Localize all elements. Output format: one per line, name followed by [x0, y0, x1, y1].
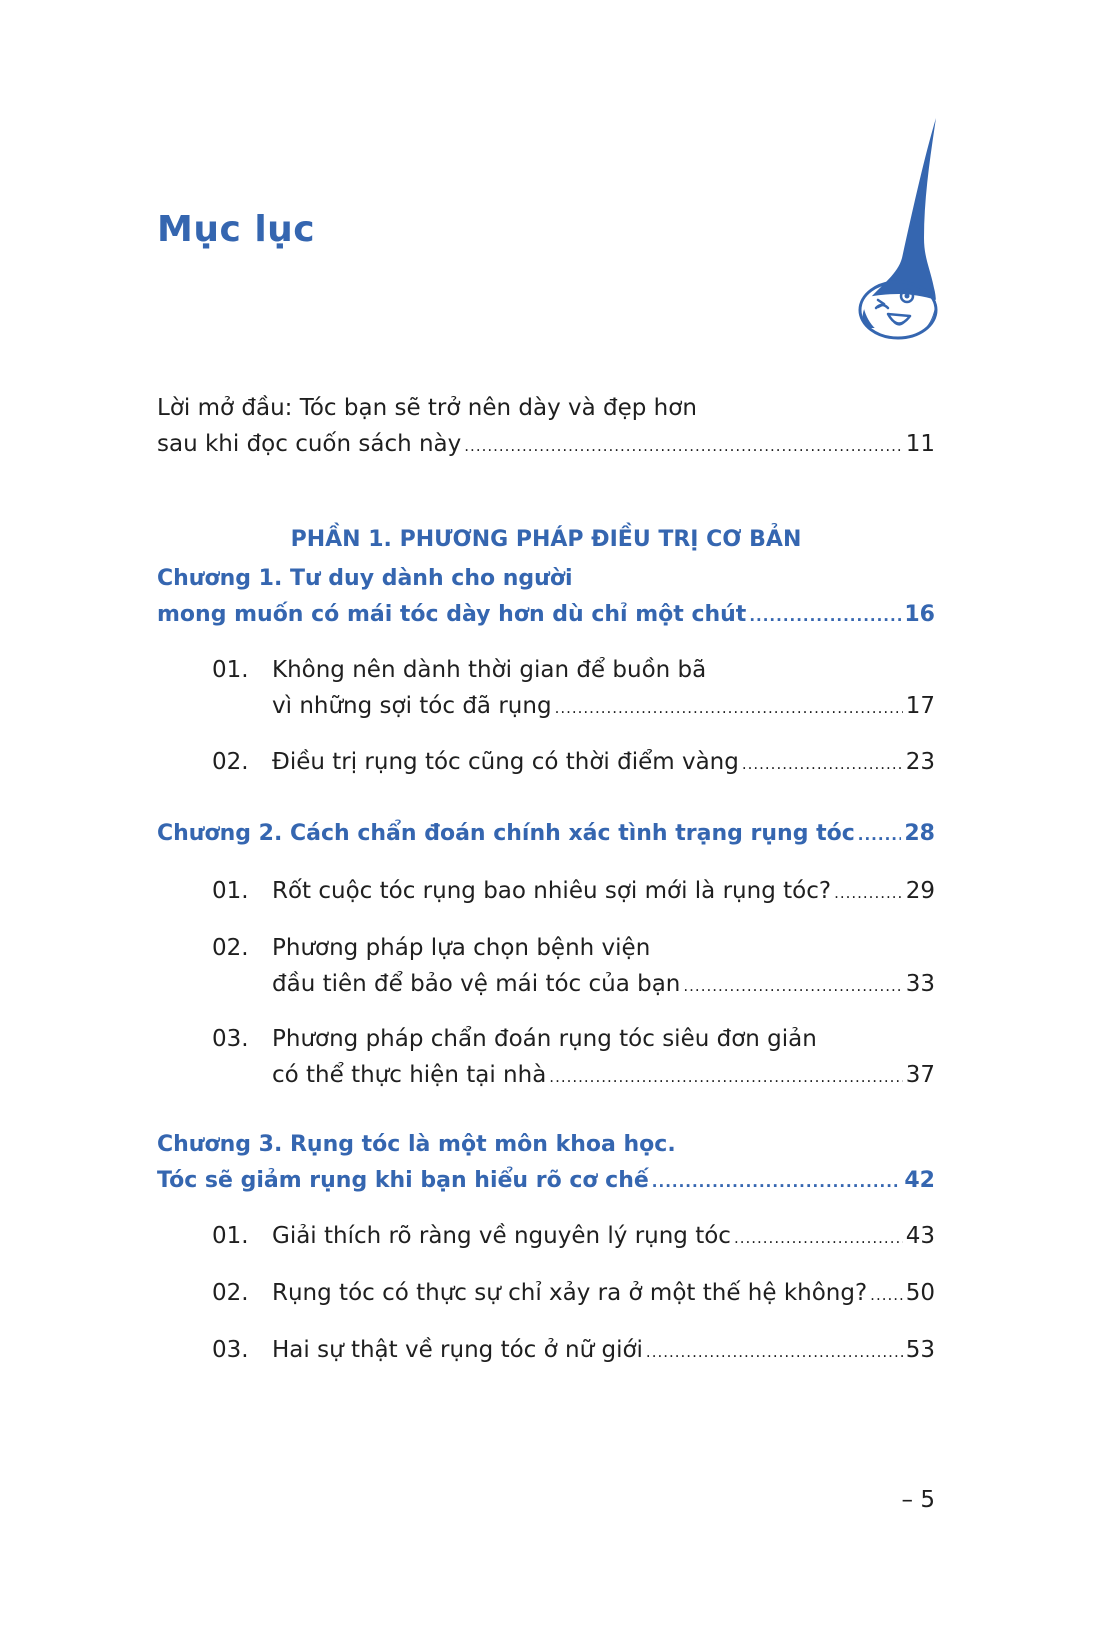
item-line1: Giải thích rõ ràng về nguyên lý rụng tóc [272, 1223, 731, 1249]
chapter-1-page: 16 [904, 602, 935, 627]
hair-strand-mascot-icon [854, 118, 944, 358]
toc-item-1-02[interactable] [212, 744, 935, 782]
item-page: 29 [905, 878, 935, 904]
item-line1: Không nên dành thời gian để buồn bã [272, 657, 707, 683]
dot-leader [652, 1164, 902, 1200]
item-page: 43 [905, 1223, 935, 1249]
dot-leader [464, 428, 902, 464]
dot-leader [683, 968, 902, 1004]
dot-leader [646, 1334, 903, 1370]
item-page: 53 [905, 1337, 935, 1363]
toc-item-2-02[interactable] [212, 930, 935, 1004]
item-line1: Rụng tóc có thực sự chỉ xảy ra ở một thế hệ không? [272, 1280, 868, 1306]
chapter-3-page: 42 [904, 1168, 935, 1193]
chapter-1-line1: Chương 1. Tư duy dành cho người [157, 566, 573, 591]
item-page: 33 [905, 971, 935, 997]
dot-leader [734, 1220, 903, 1256]
item-line1: Điều trị rụng tóc cũng có thời điểm vàng [272, 749, 739, 775]
toc-intro-entry[interactable] [157, 390, 935, 464]
toc-item-2-01[interactable] [212, 873, 935, 911]
dot-leader [742, 746, 903, 782]
item-number: 02. [212, 749, 249, 775]
item-line2: đầu tiên để bảo vệ mái tóc của bạn [272, 971, 681, 997]
toc-chapter-1[interactable] [157, 561, 935, 634]
item-number: 01. [212, 1223, 249, 1249]
item-number: 03. [212, 1026, 249, 1052]
chapter-2-page: 28 [904, 821, 935, 846]
toc-item-1-01[interactable] [212, 652, 935, 726]
item-line1: Phương pháp chẩn đoán rụng tóc siêu đơn giản [272, 1026, 817, 1052]
dot-leader [555, 690, 903, 726]
dot-leader [870, 1277, 903, 1313]
item-line2: có thể thực hiện tại nhà [272, 1062, 547, 1088]
toc-intro-line2: sau khi đọc cuốn sách này [157, 431, 462, 457]
part-heading: PHẦN 1. PHƯƠNG PHÁP ĐIỀU TRỊ CƠ BẢN [290, 527, 802, 552]
toc-intro-page: 11 [905, 431, 935, 457]
dot-leader [858, 817, 902, 853]
item-page: 23 [905, 749, 935, 775]
item-number: 03. [212, 1337, 249, 1363]
chapter-3-line1: Chương 3. Rụng tóc là một môn khoa học. [157, 1132, 676, 1157]
item-page: 37 [905, 1062, 935, 1088]
page-title: Mục lục [157, 209, 316, 250]
item-page: 17 [905, 693, 935, 719]
item-number: 02. [212, 1280, 249, 1306]
item-line2: vì những sợi tóc đã rụng [272, 693, 552, 719]
item-number: 02. [212, 935, 249, 961]
item-line1: Rốt cuộc tóc rụng bao nhiêu sợi mới là rụng tóc? [272, 878, 832, 904]
item-page: 50 [905, 1280, 935, 1306]
item-number: 01. [212, 878, 249, 904]
toc-item-3-03[interactable] [212, 1332, 935, 1370]
toc-chapter-2[interactable] [157, 816, 935, 853]
toc-item-3-02[interactable] [212, 1275, 935, 1313]
dot-leader [834, 875, 903, 911]
chapter-1-line2: mong muốn có mái tóc dày hơn dù chỉ một chút [157, 602, 747, 627]
page-number: – 5 [901, 1487, 935, 1513]
item-number: 01. [212, 657, 249, 683]
item-line1: Phương pháp lựa chọn bệnh viện [272, 935, 651, 961]
item-line1: Hai sự thật về rụng tóc ở nữ giới [272, 1337, 643, 1363]
toc-item-3-01[interactable] [212, 1218, 935, 1256]
toc-item-2-03[interactable] [212, 1021, 935, 1095]
toc-intro-line1: Lời mở đầu: Tóc bạn sẽ trở nên dày và đẹp hơn [157, 395, 697, 421]
chapter-2-line1: Chương 2. Cách chẩn đoán chính xác tình trạng rụng tóc [157, 821, 855, 846]
toc-chapter-3[interactable] [157, 1127, 935, 1200]
chapter-3-line2: Tóc sẽ giảm rụng khi bạn hiểu rõ cơ chế [157, 1168, 649, 1193]
dot-leader [549, 1059, 902, 1095]
dot-leader [749, 598, 901, 634]
